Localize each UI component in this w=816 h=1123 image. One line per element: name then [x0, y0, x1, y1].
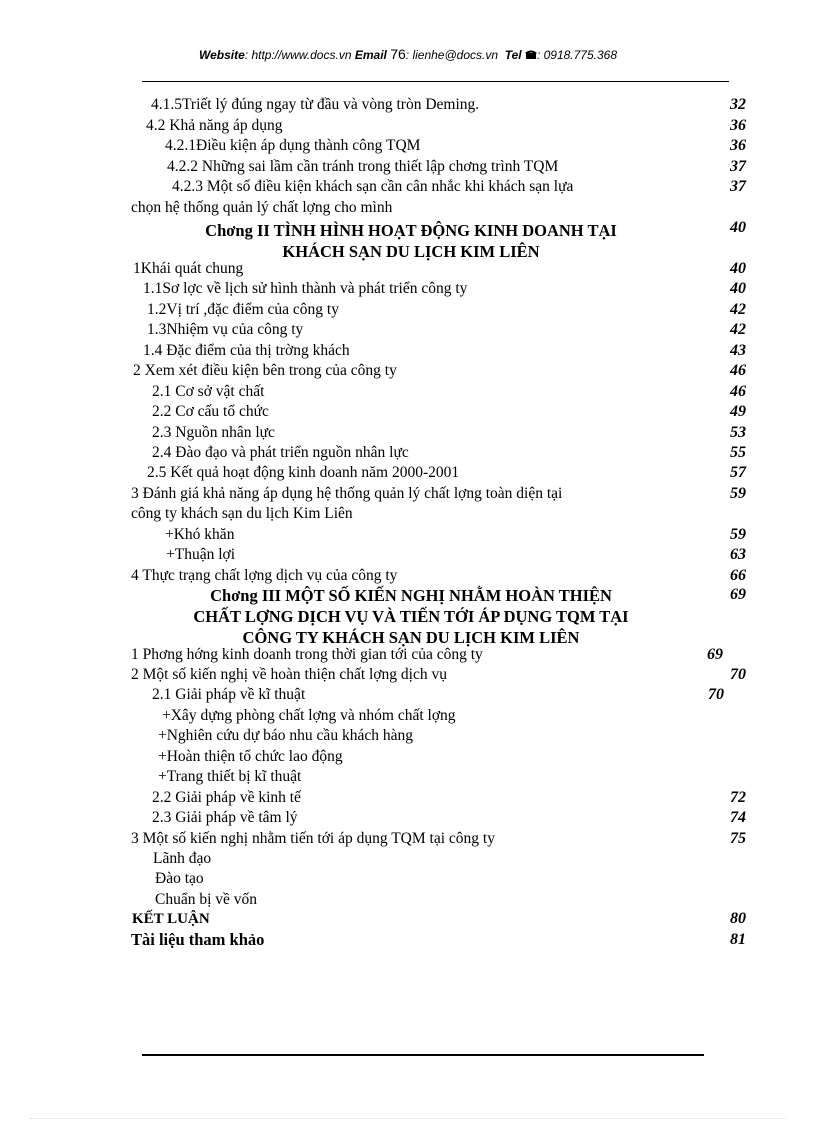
chapter-3-title-line-1[interactable]: Chơng III MỘT SỐ KIẾN NGHỊ NHẰM HOÀN THIỆN: [210, 586, 612, 605]
toc-page: 42: [730, 321, 746, 338]
toc-page: 36: [730, 137, 746, 154]
toc-page: 40: [730, 280, 746, 297]
toc-page: 40: [730, 219, 746, 236]
website-label: Website: [198, 48, 245, 62]
toc-entry[interactable]: 2.4 Đào đạo và phát triển nguồn nhân lực: [152, 444, 409, 461]
toc-entry[interactable]: 1.3Nhiệm vụ của công ty: [147, 321, 304, 338]
toc-entry[interactable]: 1 Phơng hớng kinh doanh trong thời gian tới của công ty: [131, 646, 483, 663]
toc-page: 80: [730, 910, 746, 927]
footer-divider: [142, 1054, 704, 1056]
toc-entry[interactable]: 4.2.3 Một số điều kiện khách sạn cần cân nhắc khi khách sạn lựa: [172, 178, 574, 195]
toc-entry[interactable]: 2 Xem xét điều kiện bên trong của công ty: [133, 362, 397, 379]
toc-page: 74: [730, 809, 746, 826]
toc-entry[interactable]: 2.2 Cơ cấu tổ chức: [152, 403, 269, 420]
toc-page: 75: [730, 830, 746, 847]
toc-entry[interactable]: 1.2Vị trí ,đặc điểm của công ty: [147, 301, 339, 318]
chapter-2-title-line-2[interactable]: KHÁCH SẠN DU LỊCH KIM LIÊN: [282, 242, 540, 261]
toc-page: 70: [708, 686, 724, 703]
toc-page: 32: [730, 96, 746, 113]
page-number: 76: [390, 46, 406, 62]
toc-entry[interactable]: 2.5 Kết quả hoạt động kinh doanh năm 2000-2001: [147, 464, 460, 481]
email-value[interactable]: : lienhe@docs.vn: [405, 48, 499, 62]
chapter-3-title-line-3[interactable]: CÔNG TY KHÁCH SẠN DU LỊCH KIM LIÊN: [242, 628, 580, 647]
toc-entry[interactable]: 1.1Sơ lợc về lịch sử hình thành và phát triển công ty: [143, 280, 468, 297]
toc-page: 37: [730, 178, 746, 195]
toc-entry[interactable]: 3 Đánh giá khả năng áp dụng hệ thống quản lý chất lợng toàn diện tại: [131, 485, 563, 502]
page-header: [0, 46, 816, 62]
toc-entry-references[interactable]: Tài liệu tham khảo: [131, 930, 265, 949]
toc-entry[interactable]: 1Khái quát chung: [133, 260, 244, 277]
toc-page: 70: [730, 666, 746, 683]
toc-page: 46: [730, 383, 746, 400]
toc-entry[interactable]: Chuẩn bị về vốn: [155, 891, 258, 908]
toc-page: 57: [730, 464, 746, 481]
toc-entry[interactable]: Lãnh đạo: [153, 850, 212, 867]
toc-page: 46: [730, 362, 746, 379]
toc-page: 59: [730, 526, 746, 543]
toc-page: 66: [730, 567, 746, 584]
toc-entry[interactable]: 2.1 Cơ sở vật chất: [152, 383, 265, 400]
toc-entry-continued[interactable]: chọn hệ thống quản lý chất lợng cho mình: [131, 199, 393, 216]
toc-entry[interactable]: 2.1 Giải pháp về kĩ thuật: [152, 686, 306, 703]
toc-page: 36: [730, 117, 746, 134]
toc-entry[interactable]: +Xây dựng phòng chất lợng và nhóm chất lợng: [162, 707, 456, 724]
toc-entry[interactable]: Đào tạo: [155, 870, 204, 887]
toc-entry[interactable]: 3 Một số kiến nghị nhằm tiến tới áp dụng TQM tại công ty: [131, 830, 495, 847]
toc-page: 69: [730, 586, 746, 603]
tel-value[interactable]: : 0918.775.368: [536, 48, 618, 62]
toc-entry[interactable]: 1.4 Đặc điểm của thị trờng khách: [143, 342, 350, 359]
header-divider: [142, 81, 729, 82]
toc-entry[interactable]: +Nghiên cứu dự báo nhu cầu khách hàng: [158, 727, 413, 744]
website-value[interactable]: : http://www.docs.vn: [244, 48, 352, 62]
toc-page: 53: [730, 424, 746, 441]
toc-entry[interactable]: +Trang thiết bị kĩ thuật: [158, 768, 302, 785]
toc-entry-conclusion[interactable]: KẾT LUẬN: [132, 911, 210, 927]
toc-entry[interactable]: 4.2.1Điều kiện áp dụng thành công TQM: [165, 137, 421, 154]
tel-label: Tel: [504, 48, 522, 62]
toc-entry[interactable]: +Thuận lợi: [166, 546, 236, 563]
toc-page: 63: [730, 546, 746, 563]
toc-page: 40: [730, 260, 746, 277]
toc-page: 49: [730, 403, 746, 420]
toc-page: 69: [707, 646, 723, 663]
toc-page: 43: [730, 342, 746, 359]
toc-entry[interactable]: 2.2 Giải pháp về kinh tế: [152, 789, 301, 806]
toc-entry[interactable]: 4.2 Khả năng áp dụng: [146, 117, 283, 134]
email-label: Email: [354, 48, 387, 62]
chapter-2-title-line-1[interactable]: Chơng II TÌNH HÌNH HOẠT ĐỘNG KINH DOANH TẠI: [205, 221, 617, 240]
toc-entry[interactable]: 4.1.5Triết lý đúng ngay từ đầu và vòng tròn Deming.: [151, 96, 480, 113]
toc-entry[interactable]: 4.2.2 Những sai lầm cần tránh trong thiết lập chơng trình TQM: [167, 158, 559, 175]
toc-entry[interactable]: 2.3 Giải pháp về tâm lý: [152, 809, 298, 826]
toc-entry[interactable]: +Khó khăn: [165, 526, 235, 543]
toc-entry[interactable]: +Hoàn thiện tổ chức lao động: [158, 748, 343, 765]
toc-entry[interactable]: 2.3 Nguồn nhân lực: [152, 424, 275, 441]
toc-entry-continued[interactable]: công ty khách sạn du lịch Kim Liên: [131, 505, 353, 522]
toc-entry[interactable]: 4 Thực trạng chất lợng dịch vụ của công ty: [131, 567, 398, 584]
toc-page: 42: [730, 301, 746, 318]
toc-page: 37: [730, 158, 746, 175]
toc-entry[interactable]: 2 Một số kiến nghị về hoàn thiện chất lợng dịch vụ: [131, 666, 447, 683]
chapter-3-title-line-2[interactable]: CHẤT LỢNG DỊCH VỤ VÀ TIẾN TỚI ÁP DỤNG TQM TẠI: [193, 607, 629, 626]
toc-page: 81: [730, 931, 746, 948]
phone-icon: [525, 48, 537, 62]
toc-page: 55: [730, 444, 746, 461]
toc-page: 59: [730, 485, 746, 502]
toc-page: 72: [730, 789, 746, 806]
page-bottom-dotted-border: [30, 1118, 786, 1119]
